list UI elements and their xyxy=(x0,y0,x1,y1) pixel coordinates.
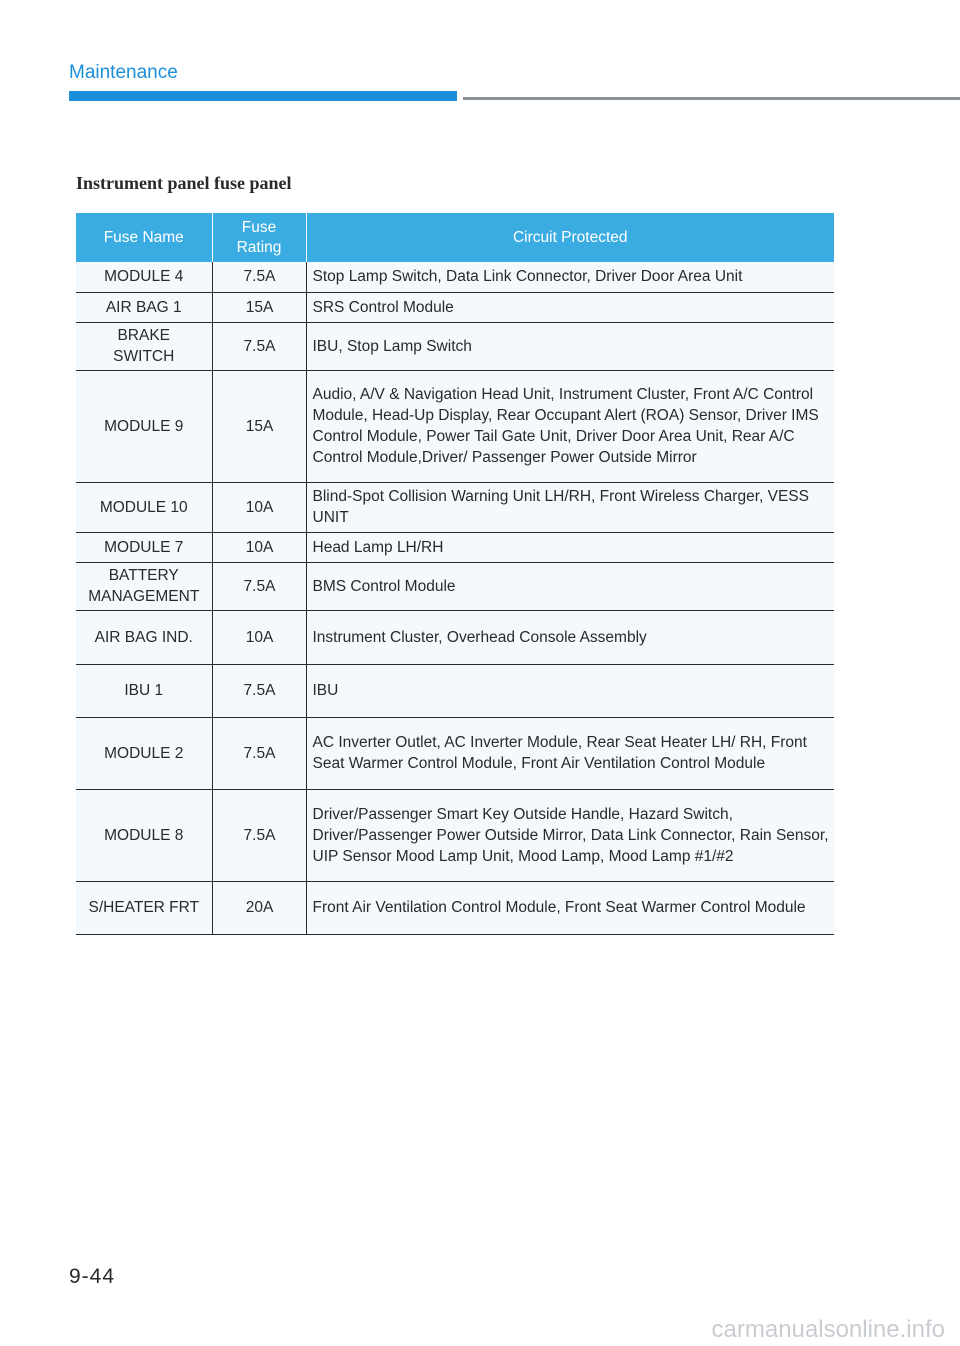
header-rule-blue xyxy=(69,91,457,101)
table-header-row xyxy=(76,213,834,262)
fuse-name-cell: BRAKE SWITCH xyxy=(76,322,212,370)
fuse-name-cell: AIR BAG IND. xyxy=(76,610,212,664)
table-row xyxy=(76,292,834,322)
section-title: Maintenance xyxy=(69,62,178,83)
fuse-rating-cell: 7.5A xyxy=(212,789,306,881)
fuse-name-cell: BATTERY MANAGEMENT xyxy=(76,562,212,610)
table-row xyxy=(76,322,834,370)
fuse-rating-cell: 10A xyxy=(212,610,306,664)
column-header-fuse-rating: Fuse Rating xyxy=(212,213,306,262)
circuit-cell: IBU, Stop Lamp Switch xyxy=(306,322,834,370)
fuse-rating-cell: 7.5A xyxy=(212,322,306,370)
circuit-cell: Instrument Cluster, Overhead Console Assembly xyxy=(306,610,834,664)
column-header-circuit-protected: Circuit Protected xyxy=(306,213,834,262)
fuse-rating-cell: 10A xyxy=(212,482,306,532)
circuit-cell: SRS Control Module xyxy=(306,292,834,322)
table-row xyxy=(76,262,834,292)
circuit-cell: BMS Control Module xyxy=(306,562,834,610)
fuse-name-cell: IBU 1 xyxy=(76,664,212,717)
table-row xyxy=(76,664,834,717)
table-row xyxy=(76,370,834,482)
fuse-rating-cell: 15A xyxy=(212,292,306,322)
circuit-cell: Stop Lamp Switch, Data Link Connector, Driver Door Area Unit xyxy=(306,262,834,292)
fuse-name-cell: MODULE 4 xyxy=(76,262,212,292)
table-row xyxy=(76,532,834,562)
circuit-cell: Front Air Ventilation Control Module, Front Seat Warmer Control Module xyxy=(306,881,834,934)
fuse-rating-cell: 7.5A xyxy=(212,664,306,717)
table-row xyxy=(76,717,834,789)
fuse-rating-cell: 7.5A xyxy=(212,562,306,610)
table-row xyxy=(76,610,834,664)
table-row xyxy=(76,482,834,532)
fuse-rating-cell: 15A xyxy=(212,370,306,482)
fuse-name-cell: MODULE 2 xyxy=(76,717,212,789)
circuit-cell: Head Lamp LH/RH xyxy=(306,532,834,562)
fuse-name-cell: MODULE 9 xyxy=(76,370,212,482)
table-row xyxy=(76,881,834,934)
fuse-rating-cell: 7.5A xyxy=(212,717,306,789)
circuit-cell: Driver/Passenger Smart Key Outside Handle, Hazard Switch, Driver/Passenger Power Outside Mirror, Data Link Connector, Rain Sensor, UIP Sensor Mood Lamp Unit, Mood Lamp, Mood Lamp #1/#2 xyxy=(306,789,834,881)
header-rule-gray xyxy=(463,97,960,100)
column-header-fuse-name: Fuse Name xyxy=(76,213,212,262)
circuit-cell: IBU xyxy=(306,664,834,717)
fuse-rating-cell: 10A xyxy=(212,532,306,562)
circuit-cell: Audio, A/V & Navigation Head Unit, Instrument Cluster, Front A/C Control Module, Head-Up Display, Rear Occupant Alert (ROA) Sensor, Driver IMS Control Module, Power Tail Gate Unit, Driver Door Area Unit, Rear A/C Control Module,Driver/ Passenger Power Outside Mirror xyxy=(306,370,834,482)
fuse-rating-cell: 7.5A xyxy=(212,262,306,292)
table-row xyxy=(76,789,834,881)
table-row xyxy=(76,562,834,610)
page-number: 9-44 xyxy=(69,1265,116,1288)
fuse-name-cell: MODULE 10 xyxy=(76,482,212,532)
fuse-name-cell: MODULE 7 xyxy=(76,532,212,562)
circuit-cell: Blind-Spot Collision Warning Unit LH/RH, Front Wireless Charger, VESS UNIT xyxy=(306,482,834,532)
circuit-cell: AC Inverter Outlet, AC Inverter Module, Rear Seat Heater LH/ RH, Front Seat Warmer Control Module, Front Air Ventilation Control Module xyxy=(306,717,834,789)
fuse-table xyxy=(76,213,834,935)
fuse-name-cell: AIR BAG 1 xyxy=(76,292,212,322)
fuse-rating-cell: 20A xyxy=(212,881,306,934)
watermark: carmanualsonline.info xyxy=(711,1316,945,1343)
fuse-name-cell: MODULE 8 xyxy=(76,789,212,881)
fuse-name-cell: S/HEATER FRT xyxy=(76,881,212,934)
page-heading: Instrument panel fuse panel xyxy=(76,173,292,193)
